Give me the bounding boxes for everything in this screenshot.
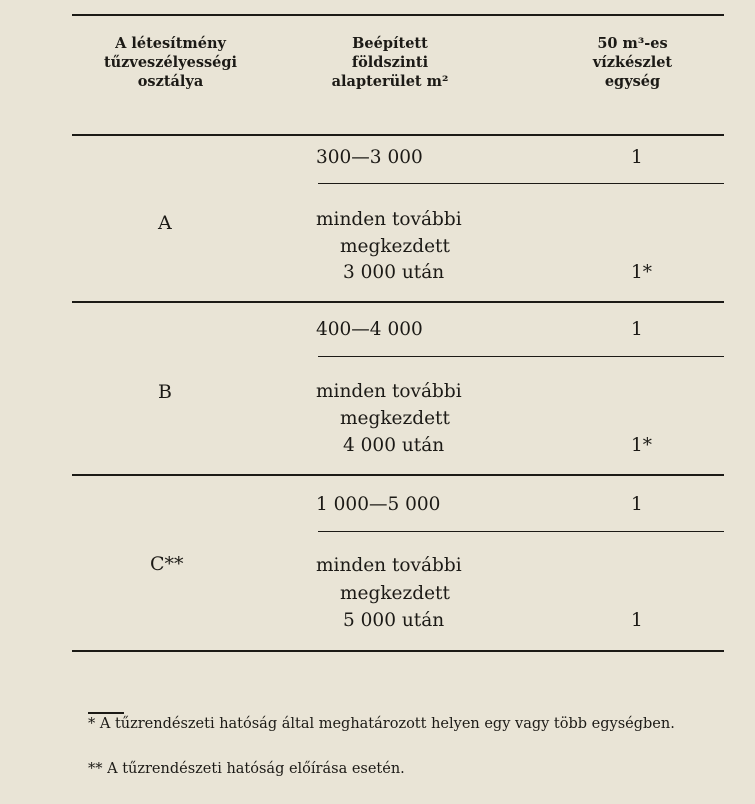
row-a-further-count: 1* <box>631 262 653 283</box>
header-area-column <box>300 34 480 91</box>
footnote-1: * A tűzrendészeti hatóság által meghatározott helyen egy vagy több egységben. <box>88 716 675 732</box>
row-b-further-line-1: minden további <box>316 381 462 402</box>
header-unit-line-1: 50 m³-es <box>597 35 668 52</box>
row-c-further-line-2: megkezdett <box>340 583 450 604</box>
row-b-bottom-rule <box>72 474 724 476</box>
header-class-line-1: A létesítmény <box>115 35 226 52</box>
header-unit-column <box>555 34 710 91</box>
row-c-range-count: 1 <box>631 494 643 515</box>
row-b-further-count: 1* <box>631 435 653 456</box>
row-b-separator <box>318 356 724 357</box>
row-a-further-line-1: minden további <box>316 209 462 230</box>
header-class-line-3: osztálya <box>137 73 204 90</box>
table-top-rule <box>72 14 724 16</box>
header-bottom-rule <box>72 134 724 136</box>
row-a-further-line-3: 3 000 után <box>343 262 445 283</box>
header-class-column <box>78 34 263 91</box>
header-area-line-1: Beépített <box>352 35 428 52</box>
row-c-further-line-1: minden további <box>316 555 462 576</box>
row-b-further-line-2: megkezdett <box>340 408 450 429</box>
table-bottom-rule <box>72 650 724 652</box>
row-a-range: 300—3 000 <box>316 147 423 168</box>
row-b-range: 400—4 000 <box>316 319 423 340</box>
row-c-further-count: 1 <box>631 610 643 631</box>
header-unit-line-3: egység <box>604 73 661 90</box>
footnote-rule <box>88 712 124 714</box>
row-a-range-count: 1 <box>631 147 643 168</box>
row-b-further-line-3: 4 000 után <box>343 435 445 456</box>
header-area-line-3: alapterület m² <box>331 73 449 90</box>
row-a-further-line-2: megkezdett <box>340 236 450 257</box>
row-c-class: C** <box>150 553 184 575</box>
footnote-2: ** A tűzrendészeti hatóság előírása esetén. <box>88 761 405 777</box>
header-class-line-2: tűzveszélyességi <box>103 54 238 71</box>
row-a-separator <box>318 183 724 184</box>
row-a-class: A <box>158 212 172 234</box>
header-unit-line-2: vízkészlet <box>592 54 673 71</box>
row-c-separator <box>318 531 724 532</box>
row-c-further-line-3: 5 000 után <box>343 610 445 631</box>
row-b-range-count: 1 <box>631 319 643 340</box>
row-c-range: 1 000—5 000 <box>316 494 441 515</box>
row-a-bottom-rule <box>72 301 724 303</box>
row-b-class: B <box>158 381 172 403</box>
header-area-line-2: földszinti <box>351 54 429 71</box>
